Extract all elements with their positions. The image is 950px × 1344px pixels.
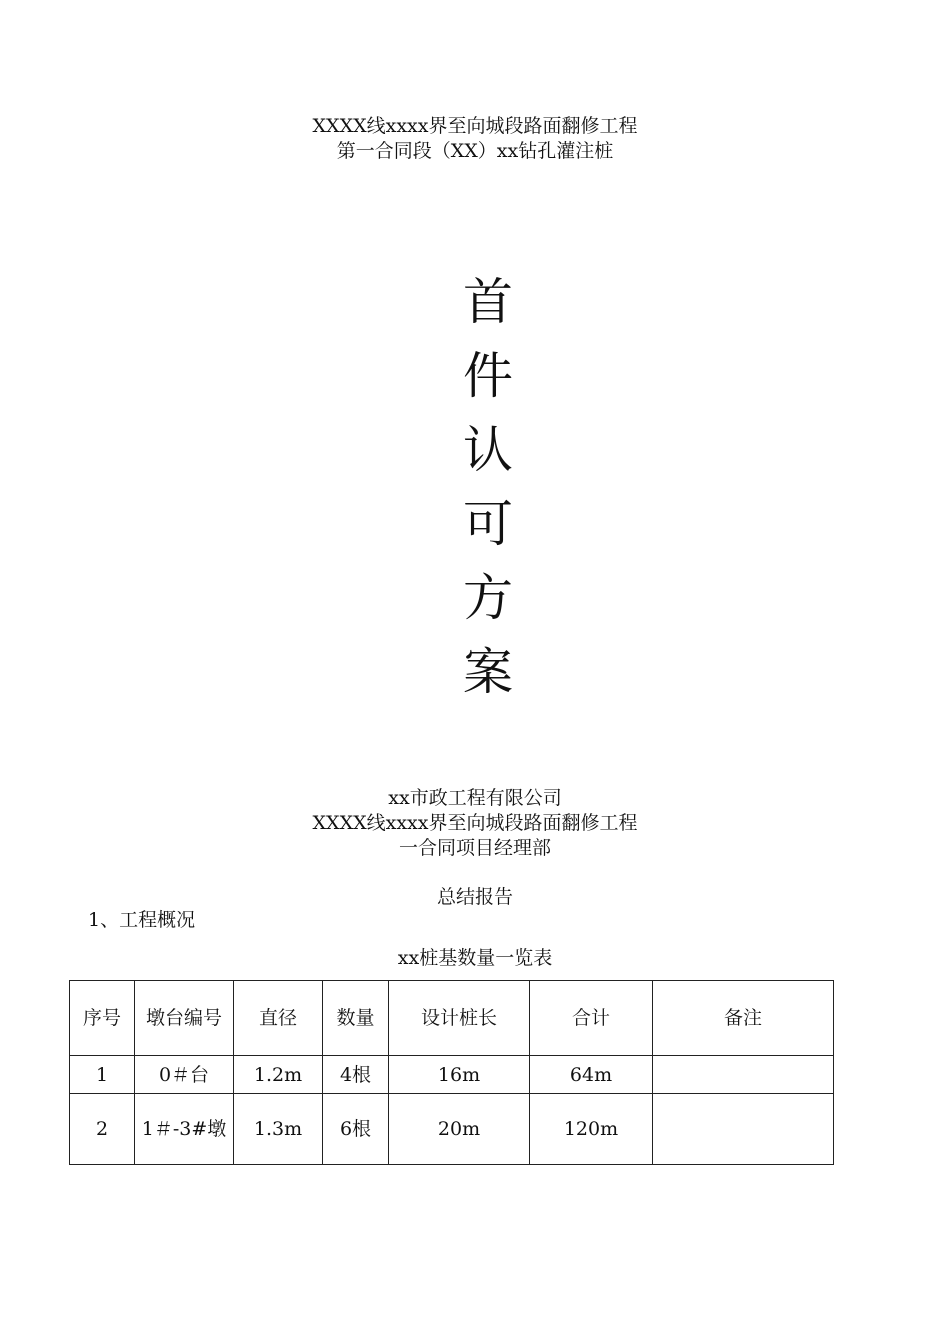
company-name: xx市政工程有限公司	[388, 787, 562, 809]
table-cell: 1.2m	[234, 1056, 323, 1094]
table-cell: 64m	[530, 1056, 653, 1094]
table-cell: 1	[70, 1056, 135, 1094]
table-cell	[653, 1056, 834, 1094]
section-heading: 1、工程概况	[88, 909, 196, 931]
table-cell	[653, 1094, 834, 1165]
header-cell: 序号	[70, 981, 135, 1056]
table-cell: 16m	[389, 1056, 530, 1094]
header-cell: 合计	[530, 981, 653, 1056]
pile-quantity-table	[69, 980, 834, 1165]
table-cell: 0＃台	[135, 1056, 234, 1094]
project-title-line2: 第一合同段（XX）xx钻孔灌注桩	[336, 140, 614, 162]
table-caption: xx桩基数量一览表	[397, 947, 553, 969]
table-header-row	[70, 981, 834, 1056]
table-cell: 4根	[323, 1056, 389, 1094]
main-title-char-6: 案	[463, 643, 513, 701]
company-department: 一合同项目经理部	[398, 837, 551, 859]
table-cell: 120m	[530, 1094, 653, 1165]
table-cell: 1＃-3#墩	[135, 1094, 234, 1165]
header-cell: 直径	[234, 981, 323, 1056]
table-cell: 1.3m	[234, 1094, 323, 1165]
header-cell: 设计桩长	[389, 981, 530, 1056]
company-project-name: XXXX线xxxx界至向城段路面翻修工程	[312, 812, 638, 834]
table-cell: 20m	[389, 1094, 530, 1165]
table-row	[70, 1094, 834, 1165]
main-title-char-4: 可	[463, 495, 513, 553]
header-cell: 数量	[323, 981, 389, 1056]
project-title-line1: XXXX线xxxx界至向城段路面翻修工程	[312, 115, 638, 137]
main-title-char-3: 认	[463, 421, 513, 479]
main-title-char-5: 方	[463, 569, 513, 627]
report-title: 总结报告	[436, 886, 513, 908]
table-row	[70, 1056, 834, 1094]
main-title-char-2: 件	[463, 347, 513, 405]
table-cell: 2	[70, 1094, 135, 1165]
header-cell: 备注	[653, 981, 834, 1056]
main-title-char-1: 首	[463, 273, 513, 331]
header-cell: 墩台编号	[135, 981, 234, 1056]
table-cell: 6根	[323, 1094, 389, 1165]
